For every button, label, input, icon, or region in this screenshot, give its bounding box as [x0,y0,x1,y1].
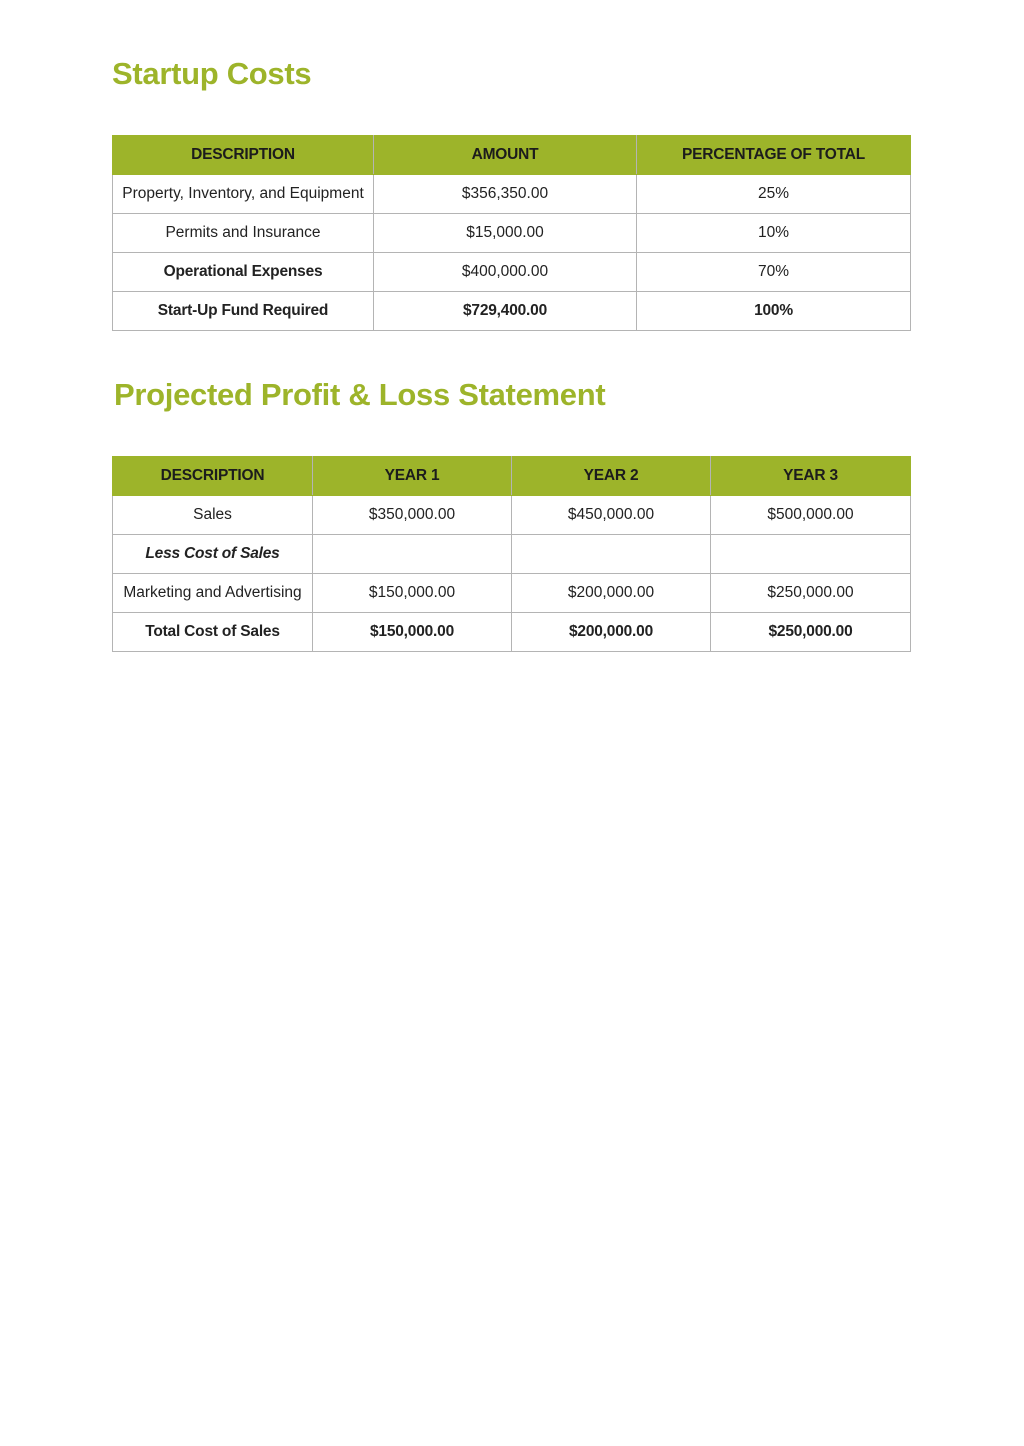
table-row [113,214,911,253]
table-header-row [113,136,911,175]
header-description: DESCRIPTION [113,457,313,496]
profit-loss-title: Projected Profit & Loss Statement [114,377,606,412]
table-header-row [113,457,911,496]
startup-costs-table [112,135,911,331]
cell-description: Marketing and Advertising [113,574,313,613]
header-year-2: YEAR 2 [512,457,711,496]
cell-description: Less Cost of Sales [113,535,313,574]
cell-percentage: 70% [637,253,911,292]
header-year-3: YEAR 3 [711,457,911,496]
cell-year-2 [512,535,711,574]
cell-year-3: $250,000.00 [711,574,911,613]
table-row [113,535,911,574]
cell-description: Permits and Insurance [113,214,374,253]
cell-amount: $356,350.00 [374,175,637,214]
header-year-1: YEAR 1 [313,457,512,496]
table-row [113,574,911,613]
cell-year-1 [313,535,512,574]
cell-year-2: $200,000.00 [512,613,711,652]
cell-amount: $729,400.00 [374,292,637,331]
cell-description: Start-Up Fund Required [113,292,374,331]
profit-loss-table [112,456,911,652]
cell-percentage: 100% [637,292,911,331]
table-row [113,175,911,214]
cell-year-1: $350,000.00 [313,496,512,535]
table-row [113,496,911,535]
cell-year-1: $150,000.00 [313,574,512,613]
cell-description: Total Cost of Sales [113,613,313,652]
table-row [113,253,911,292]
header-percentage: PERCENTAGE OF TOTAL [637,136,911,175]
table-total-row [113,613,911,652]
cell-percentage: 25% [637,175,911,214]
cell-percentage: 10% [637,214,911,253]
cell-year-2: $450,000.00 [512,496,711,535]
cell-year-3: $250,000.00 [711,613,911,652]
cell-year-3: $500,000.00 [711,496,911,535]
header-description: DESCRIPTION [113,136,374,175]
table-total-row [113,292,911,331]
cell-year-2: $200,000.00 [512,574,711,613]
cell-amount: $15,000.00 [374,214,637,253]
cell-description: Property, Inventory, and Equipment [113,175,374,214]
cell-description: Operational Expenses [113,253,374,292]
cell-amount: $400,000.00 [374,253,637,292]
cell-description: Sales [113,496,313,535]
header-amount: AMOUNT [374,136,637,175]
startup-costs-title: Startup Costs [112,56,312,91]
cell-year-1: $150,000.00 [313,613,512,652]
cell-year-3 [711,535,911,574]
